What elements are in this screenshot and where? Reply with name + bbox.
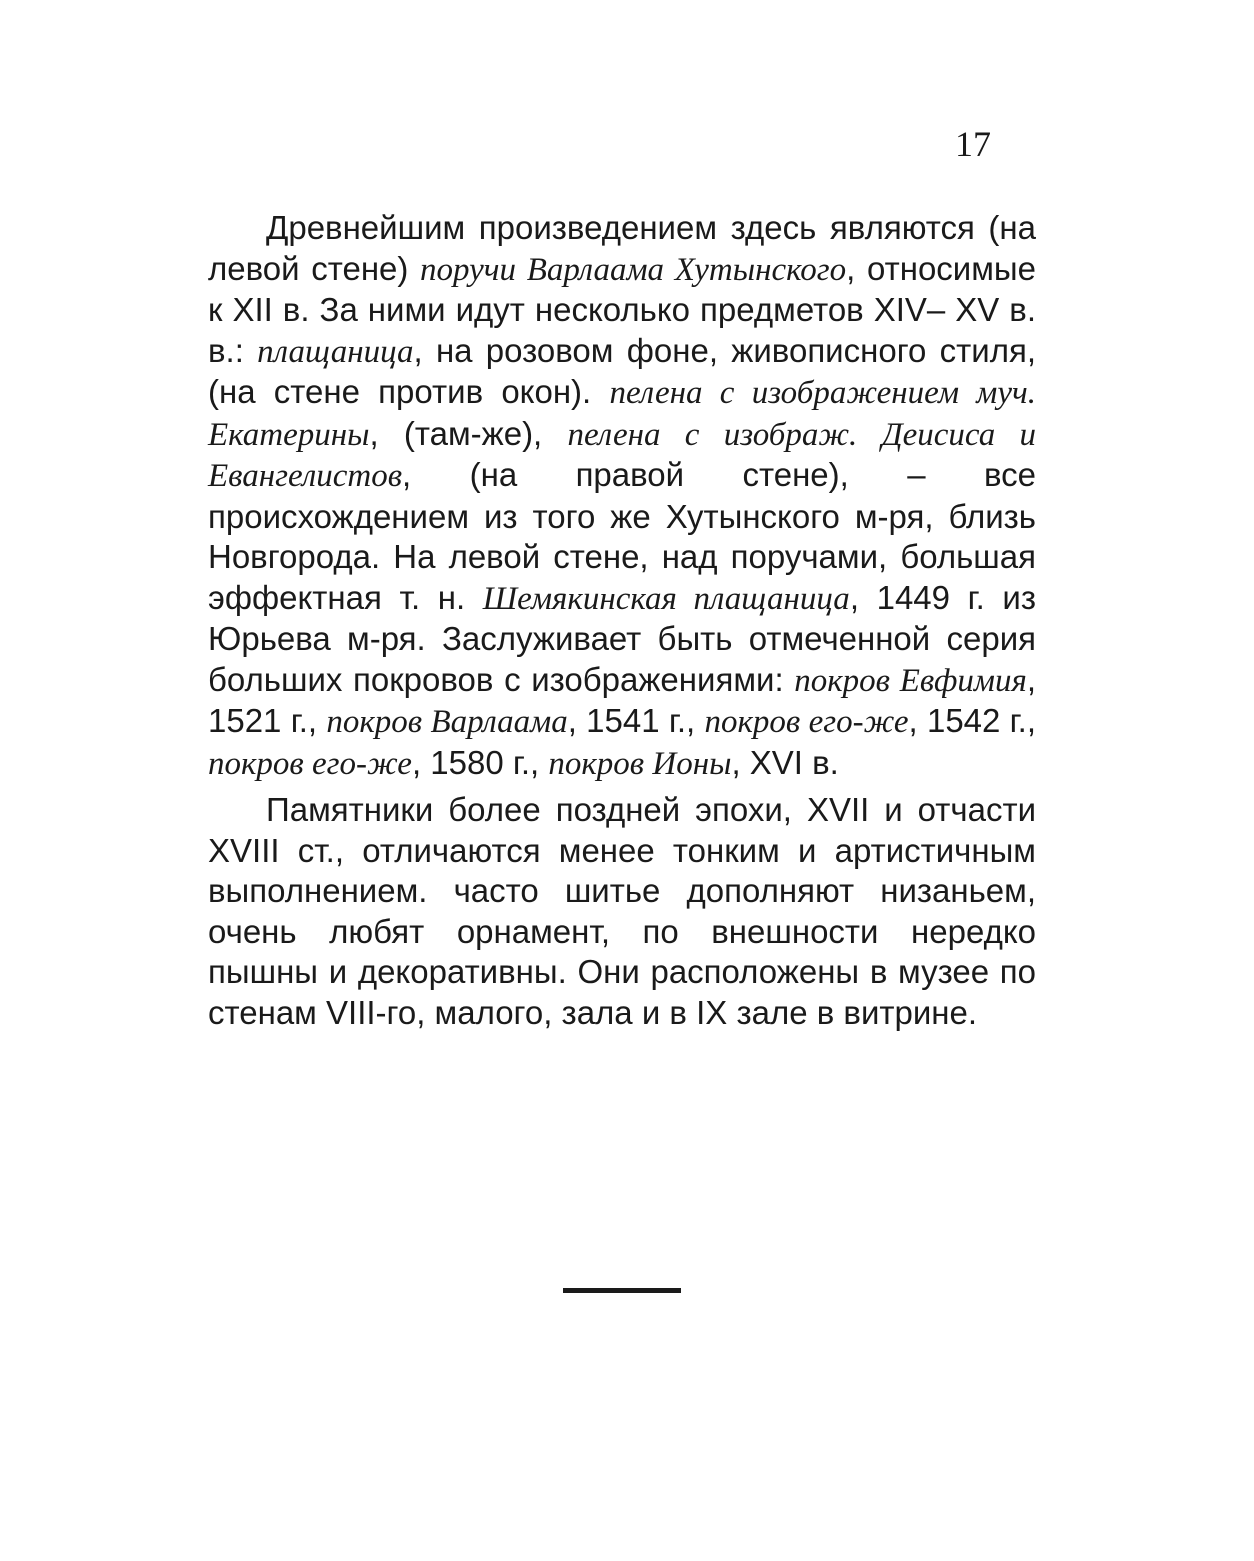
- text-run: , на розовом фоне, живописного стиля, (на стене против окон).: [208, 331, 1036, 410]
- page-number: 17: [955, 124, 991, 164]
- italic-phrase: пелена с изображ. Деисиса и Евангелистов: [208, 416, 1036, 494]
- italic-phrase: покров Евфимия: [794, 662, 1027, 699]
- text-run: , относимые к XII в. За ними идут несколько предметов XIV– XV в. в.:: [208, 249, 1036, 369]
- text-run: , XVI в.: [731, 743, 839, 781]
- body-text: [208, 208, 1036, 1033]
- text-run: , 1449 г. из Юрьева м-ря. Заслуживает быть отмеченной серия больших покровов с изображениями:: [208, 578, 1036, 698]
- paragraph: [208, 208, 1036, 784]
- end-rule: [563, 1288, 681, 1293]
- italic-phrase: плащаница: [257, 333, 414, 370]
- paragraph: [208, 790, 1036, 1033]
- italic-phrase: покров Ионы: [548, 745, 732, 782]
- text-run: Древнейшим произведением здесь являются (на левой стене): [208, 209, 1036, 287]
- italic-phrase: Шемякинская плащаница: [482, 580, 850, 617]
- italic-phrase: покров Варлаама: [326, 704, 568, 740]
- text-run: , 1580 г.,: [411, 743, 549, 781]
- text-run: , (на правой стене), – все происхождением из того же Хутынского м-ря, близь Новгорода. На левой стене, над поручами, большая эффектная т. н.: [208, 456, 1036, 616]
- text-run: , (там-же),: [369, 414, 568, 452]
- italic-phrase: пелена с изображением муч. Екатерины: [208, 375, 1036, 453]
- italic-phrase: покров его-же: [208, 745, 412, 782]
- text-run: , 1542 г.,: [908, 702, 1036, 739]
- italic-phrase: поручи Варлаама Хутынского: [420, 251, 847, 288]
- text-run: Памятники более поздней эпохи, XVII и отчасти XVIII ст., отличаются менее тонким и артистичным выполнением. часто шитье дополняют низаньем, очень любят орнамент, по внешности нередко пышны и декоративны. Они расположены в музее по стенам VIII-го, малого, зала и в IX зале в витрине.: [208, 791, 1036, 1031]
- text-run: , 1541 г.,: [567, 702, 705, 739]
- text-run: , 1521 г.,: [208, 660, 1036, 739]
- italic-phrase: покров его-же: [704, 704, 909, 740]
